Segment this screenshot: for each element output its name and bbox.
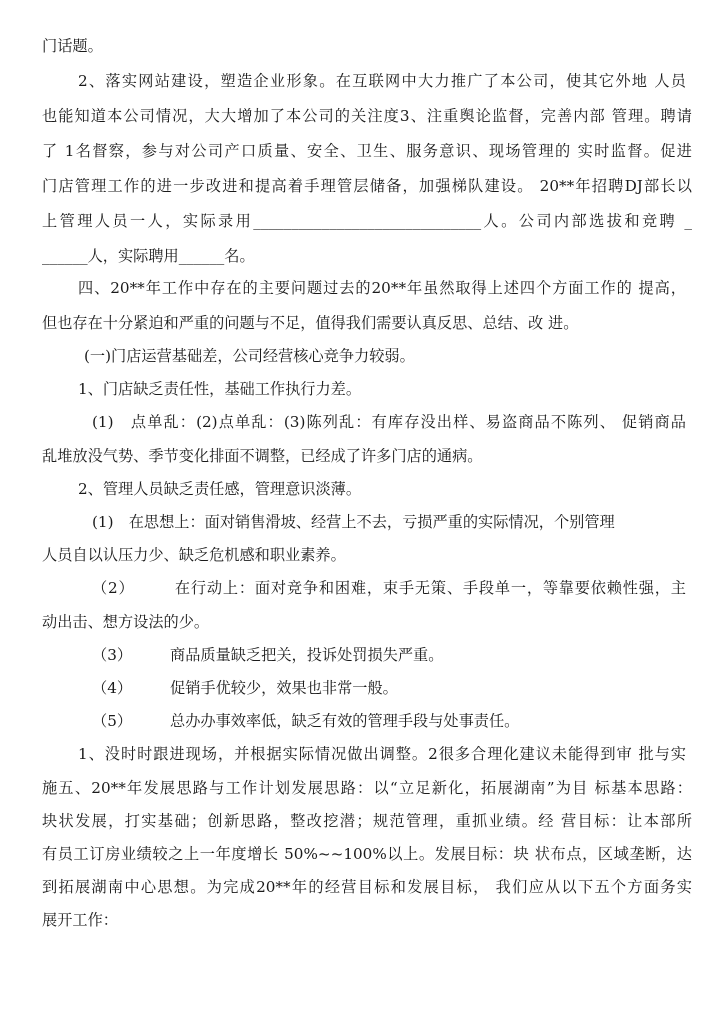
text-line-19: （3） 商品质量缺乏把关，投诉处罚损失严重。 (92, 646, 444, 664)
section-heading-1: (一)门店运营基础差，公司经营核心竞争力较弱。 (84, 347, 415, 365)
text-line-4: 了 1名督察，参与对公司产口质量、安全、卫生、服务意识、现场管理的 实时监督。促进 (42, 142, 692, 160)
text-line-8: 四、20**年工作中存在的主要问题过去的20**年虽然取得上述四个方面工作的 提高， (78, 279, 686, 297)
text-line-14: 2、管理人员缺乏责任感，管理意识淡薄。 (78, 480, 362, 498)
text-line-9: 但也存在十分紧迫和严重的问题与不足，值得我们需要认真反思、总结、改 进。 (42, 314, 579, 332)
text-line-3: 也能知道本公司情况，大大增加了本公司的关注度3、注重舆论监督，完善内部 管理。聘请 (42, 107, 692, 125)
text-line-11: 1、门店缺乏责任性，基础工作执行力差。 (78, 380, 362, 398)
text-line-26: 到拓展湖南中心思想。为完成20**年的经营目标和发展目标， 我们应从以下五个方面务实 (42, 878, 692, 896)
text-line-22: 1、没时时跟进现场，并根据实际情况做出调整。2很多合理化建议未能得到审 批与实 (78, 745, 686, 763)
text-line-15: (1) 在思想上：面对销售滑坡、经营上不去，亏损严重的实际情况，个别管理 (92, 513, 615, 531)
text-line-2: 2、落实网站建设，塑造企业形象。在互联网中大力推广了本公司，使其它外地 人员 (78, 72, 686, 90)
text-line-13: 乱堆放没气势、季节变化排面不调整，已经成了许多门店的通病。 (42, 447, 483, 465)
text-line-25: 有员工订房业绩较之上一年度增长 50%~~100%以上。发展目标：块 状布点，区域垄断，达 (42, 845, 692, 863)
text-line-20: （4） 促销手优较少，效果也非常一般。 (92, 679, 398, 697)
text-line-1: 门话题。 (42, 37, 103, 55)
text-line-7: ______人，实际聘用______名。 (42, 247, 255, 265)
text-line-16: 人员自以认压力少、缺乏危机感和职业素养。 (42, 546, 346, 564)
text-line-17: （2） 在行动上：面对竞争和困难，束手无策、手段单一，等靠要依赖性强，主 (92, 579, 686, 597)
text-line-23: 施五、20**年发展思路与工作计划发展思路：以“立足新化，拓展湖南”为目 标基本思路： (42, 779, 692, 797)
text-line-24: 块状发展，打实基础；创新思路，整改挖潜；规范管理，重抓业绩。经 营目标：让本部所 (42, 812, 692, 830)
text-line-5: 门店管理工作的进一步改进和提高着手理管层储备，加强梯队建设。 20**年招聘DJ部长以 (42, 177, 692, 195)
text-line-27: 展开工作： (42, 911, 118, 929)
text-line-21: （5） 总办办事效率低，缺乏有效的管理手段与处事责任。 (92, 712, 520, 730)
text-line-12: (1) 点单乱：(2)点单乱：(3)陈列乱：有库存没出样、易盗商品不陈列、 促销商品 (92, 413, 686, 431)
text-line-18: 动出击、想方设法的少。 (42, 613, 210, 631)
text-line-6: 上管理人员一人，实际录用______________________________人。公司内部选拔和竞聘 _ (42, 212, 692, 230)
